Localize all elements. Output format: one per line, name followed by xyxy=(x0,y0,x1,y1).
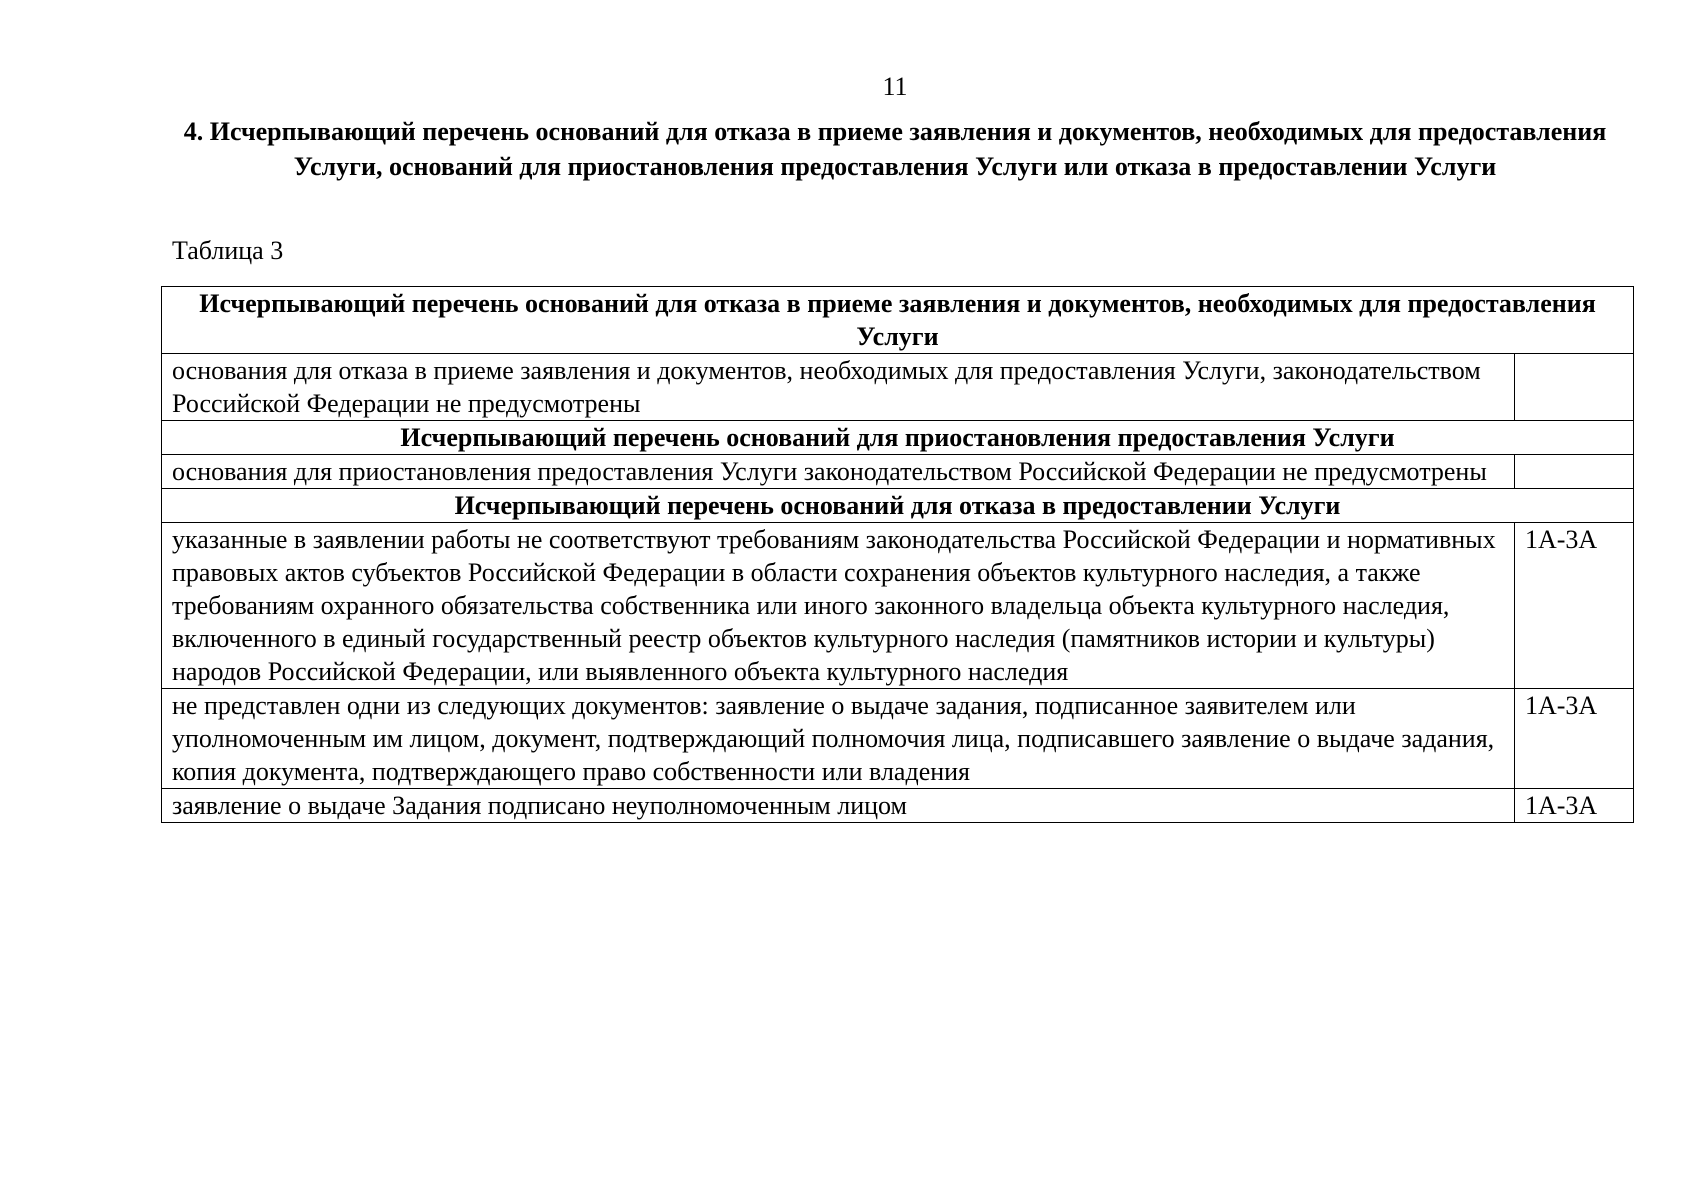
table-cell-code xyxy=(1515,455,1634,489)
table-cell-text: основания для приостановления предоставления Услуги законодательством Российской Федерации не предусмотрены xyxy=(162,455,1515,489)
page-number: 11 xyxy=(882,72,908,101)
table-caption: Таблица 3 xyxy=(172,236,284,265)
table-row xyxy=(162,789,1634,823)
table-row xyxy=(162,287,1634,354)
table-cell-code: 1А-3А xyxy=(1515,523,1634,689)
table-cell-code xyxy=(1515,354,1634,421)
grounds-table xyxy=(161,286,1634,823)
table-row xyxy=(162,489,1634,523)
refusal-service-header: Исчерпывающий перечень оснований для отказа в предоставлении Услуги xyxy=(162,489,1634,523)
section-title: 4. Исчерпывающий перечень оснований для отказа в приеме заявления и документов, необходимых для предоставления Услуги, оснований для приостановления предоставления Услуги или отказа в предоставлении Услуги xyxy=(183,117,1607,181)
table-row xyxy=(162,354,1634,421)
table-row xyxy=(162,421,1634,455)
table-cell-text: не представлен одни из следующих документов: заявление о выдаче задания, подписанное заявителем или уполномоченным им лицом, документ, подтверждающий полномочия лица, подписавшего заявление о выдаче задания, копия документа, подтверждающего право собственности или владения xyxy=(162,689,1515,789)
table-cell-code: 1А-3А xyxy=(1515,789,1634,823)
table-cell-text: основания для отказа в приеме заявления и документов, необходимых для предоставления Услуги, законодательством Российской Федерации не предусмотрены xyxy=(162,354,1515,421)
table-cell-text: указанные в заявлении работы не соответствуют требованиям законодательства Российской Федерации и нормативных правовых актов субъектов Российской Федерации в области сохранения объектов культурного наследия, а также требованиям охранного обязательства собственника или иного законного владельца объекта культурного наследия, включенного в единый государственный реестр объектов культурного наследия (памятников истории и культуры) народов Российской Федерации, или выявленного объекта культурного наследия xyxy=(162,523,1515,689)
table-row xyxy=(162,689,1634,789)
refusal-reception-header: Исчерпывающий перечень оснований для отказа в приеме заявления и документов, необходимых для предоставления Услуги xyxy=(162,287,1634,354)
table-cell-text: заявление о выдаче Задания подписано неуполномоченным лицом xyxy=(162,789,1515,823)
table-row xyxy=(162,455,1634,489)
suspension-header: Исчерпывающий перечень оснований для приостановления предоставления Услуги xyxy=(162,421,1634,455)
table-row xyxy=(162,523,1634,689)
table-cell-code: 1А-3А xyxy=(1515,689,1634,789)
